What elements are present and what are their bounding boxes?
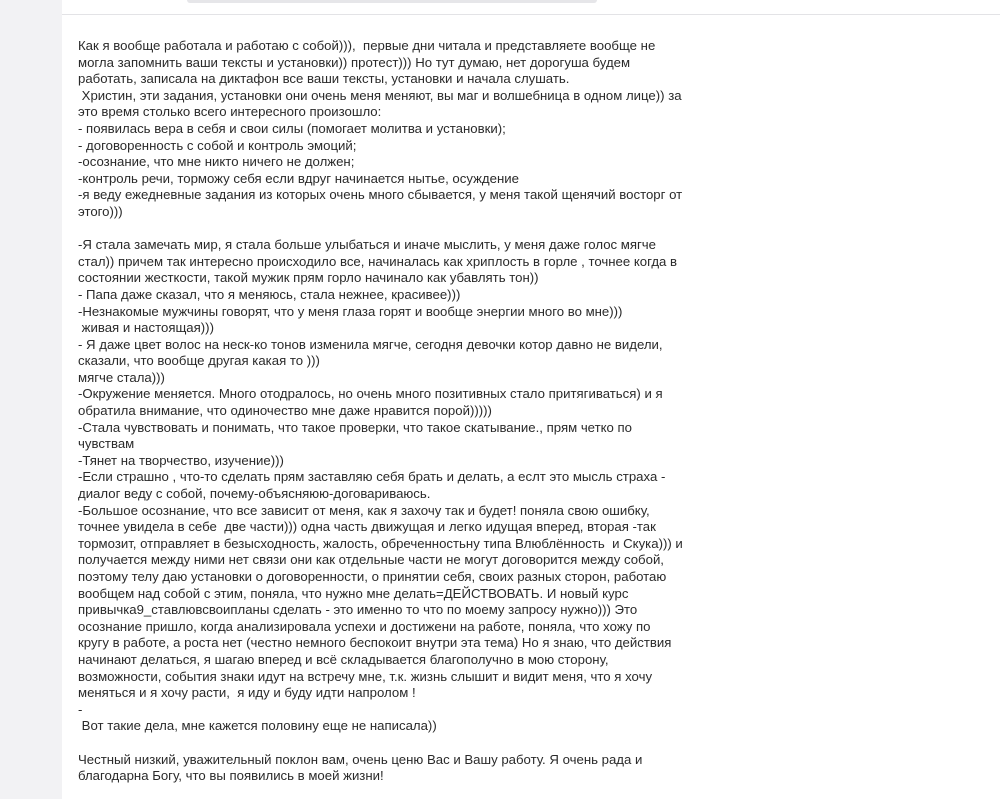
message-line: точнее увидела в себе две части))) одна часть движущая и легко идущая вперед, вторая -так — [78, 519, 656, 535]
message-line: Христин, эти задания, установки они очень меня меняют, вы маг и волшебница в одном лице)) за — [78, 87, 682, 103]
message-line: возможности, события знаки идут на встречу мне, т.к. жизнь слышит и видит меня, что я хочу — [78, 668, 653, 684]
message-line: -Я стала замечать мир, я стала больше улыбаться и иначе мыслить, у меня даже голос мягче — [78, 237, 657, 253]
message-line: -Если страшно , что-то сделать прям заставляю себя брать и делать, а еслт это мысль страха - — [78, 469, 666, 485]
message-line: поэтому телу даю установки о договоренности, о принятии себя, своих разных сторон, работаю — [78, 569, 667, 584]
message-line: живая и настоящая))) — [78, 320, 214, 336]
message-body — [78, 38, 683, 785]
message-line: Честный низкий, уважительный поклон вам, очень ценю Вас и Вашу работу. Я очень рада и — [78, 751, 643, 767]
message-line: состоянии жесткости, такой мужик прям горло начинало как убавлять тон)) — [78, 270, 539, 286]
message-line: чувствам — [78, 436, 135, 452]
message-line: могла запомнить ваши тексты и установки)) протест))) Но тут думаю, нет дорогуша будем — [78, 54, 631, 70]
message-line: Как я вообще работала и работаю с собой))), первые дни читала и представляете вообще не — [78, 38, 656, 53]
message-line: - — [78, 701, 83, 717]
message-line: -Незнакомые мужчины говорят, что у меня глаза горят и вообще энергии много во мне))) — [78, 303, 623, 319]
message-line: работать, записала на диктафон все ваши тексты, установки и начала слушать. — [78, 71, 570, 87]
top-bar — [62, 0, 1000, 15]
message-line: -контроль речи, торможу себя если вдруг начинается нытье, осуждение — [78, 170, 519, 186]
message-line: -осознание, что мне никто ничего не должен; — [78, 154, 355, 170]
left-gutter — [0, 0, 62, 799]
message-line: начинают делаться, я шагаю вперед и всё складывается благополучно в мою сторону, — [78, 651, 609, 667]
message-line: сказали, что вообще другая какая то ))) — [78, 353, 320, 369]
message-line: привычка9_ставлювсвоипланы сделать - это именно то что по моему запросу нужно))) Это — [78, 602, 638, 618]
message-line — [78, 221, 678, 238]
message-line: -я веду ежедневные задания из которых очень много сбывается, у меня такой щенячий восторг от — [78, 187, 683, 203]
message-line: -Стала чувствовать и понимать, что такое проверки, что такое скатывание., прям четко по — [78, 419, 633, 435]
message-line: - появилась вера в себя и свои силы (помогает молитва и установки); — [78, 120, 506, 136]
top-bar-shadow — [187, 0, 597, 3]
message-line: это время столько всего интересного произошло: — [78, 104, 382, 120]
message-line: тормозит, отправляет в безысходность, жалость, обреченностьну типа Влюблённость и Скука))) и — [78, 535, 683, 551]
message-line — [78, 735, 678, 752]
message-line: -Окружение меняется. Много отодралось, но очень много позитивных стало притягиваться) и я — [78, 386, 663, 402]
message-line: получается между ними нет связи они как отдельные части не могут договорится между собой, — [78, 552, 664, 568]
message-line: - Я даже цвет волос на неск-ко тонов изменила мягче, сегодня девочки котор давно не видели, — [78, 336, 663, 352]
message-line: - Папа даже сказал, что я меняюсь, стала нежнее, красивее))) — [78, 286, 461, 302]
message-line: мягче стала))) — [78, 369, 165, 385]
message-line: диалог веду с собой, почему-объясняюю-договариваюсь. — [78, 486, 431, 502]
message-line: кругу в работе, а роста нет (честно немного беспокоит внутри эта тема) Но я знаю, что действия — [78, 635, 672, 651]
message-line: этого))) — [78, 203, 123, 219]
message-line: -Большое осознание, что все зависит от меня, как я захочу так и будет! поняла свою ошибку, — [78, 502, 650, 518]
message-line: благодарна Богу, что вы появились в моей жизни! — [78, 768, 384, 784]
message-line: вообщем над собой с этим, поняла, что нужно мне делать=ДЕЙСТВОВАТЬ. И новый курс — [78, 585, 629, 601]
message-line: Вот такие дела, мне кажется половину еще не написала)) — [78, 718, 437, 734]
message-line: обратила внимание, что одиночество мне даже нравится порой))))) — [78, 403, 492, 419]
message-line: стал)) причем так интересно происходило все, начиналась как хриплость в горле , точнее когда в — [78, 253, 678, 269]
message-line: - договоренность с собой и контроль эмоций; — [78, 137, 357, 153]
message-line: осознание пришло, когда анализировала успехи и достижени на работе, поняла, что хожу по — [78, 618, 651, 634]
message-line: -Тянет на творчество, изучение))) — [78, 452, 284, 468]
message-line: меняться и я хочу расти, я иду и буду идти напролом ! — [78, 685, 416, 701]
